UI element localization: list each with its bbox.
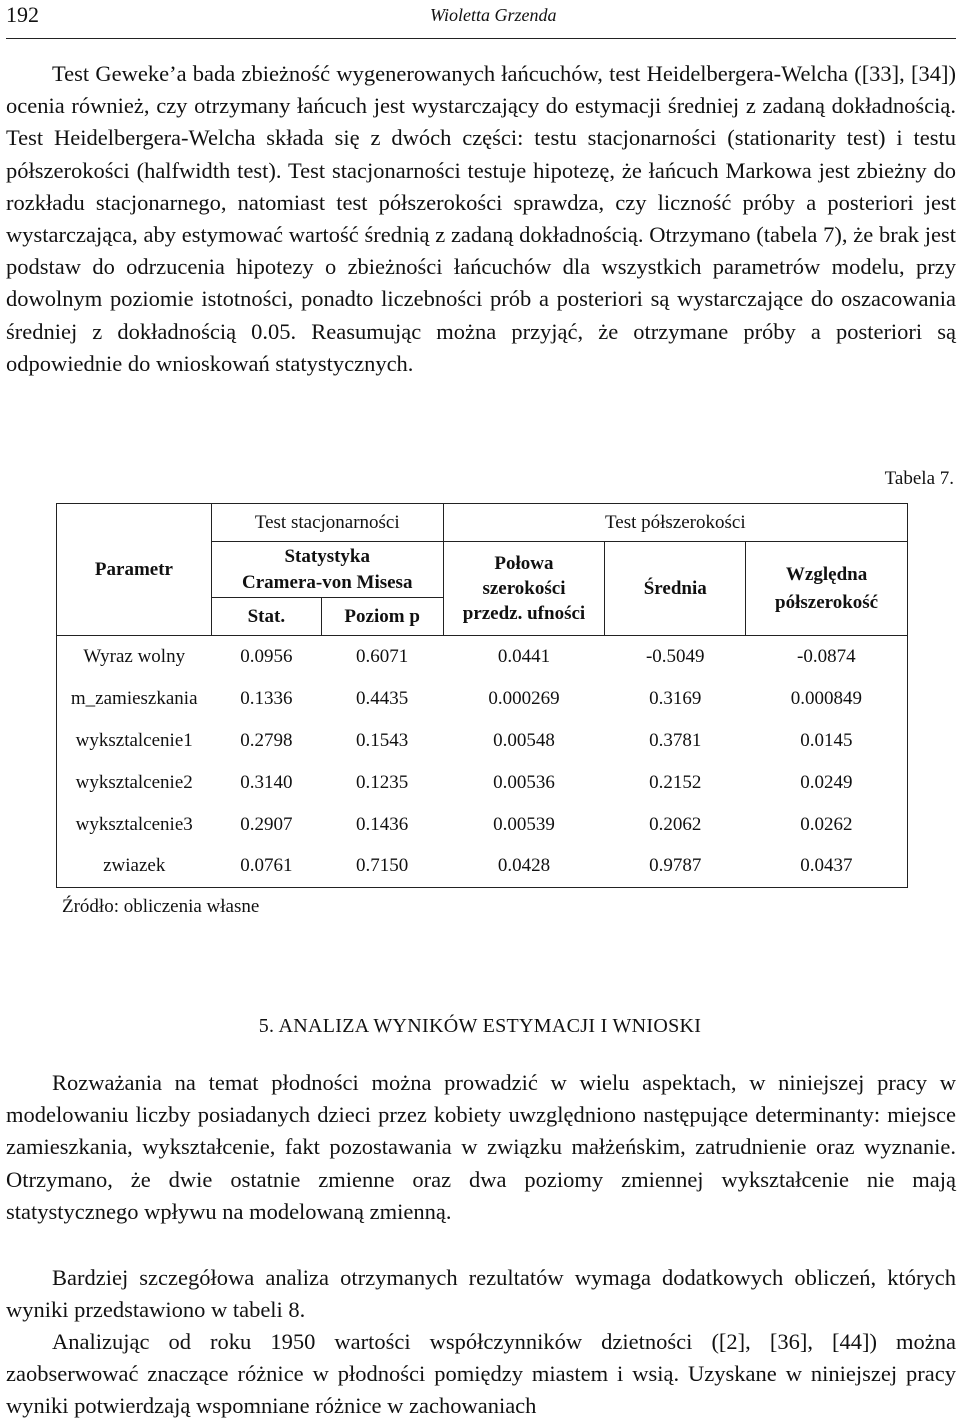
table-cell-value: -0.5049 (605, 636, 746, 678)
table-row (57, 846, 908, 888)
header-half-line3: przedz. ufności (462, 603, 586, 624)
table-cell-parameter: wyksztalcenie2 (57, 762, 212, 804)
table-cell-value: 0.0437 (746, 846, 908, 888)
header-half-line2: szerokości (482, 578, 566, 599)
table-cell-value: 0.6071 (321, 636, 443, 678)
table-cell-value: 0.0249 (746, 762, 908, 804)
table-cell-value: 0.00539 (493, 813, 555, 835)
table-cell-value: 0.0262 (746, 804, 908, 846)
table-cell-value: 0.0956 (211, 636, 321, 678)
table-cell-value: -0.0874 (746, 636, 908, 678)
table-cell-parameter: m_zamieszkania (57, 678, 212, 720)
table-body (57, 636, 908, 888)
table-row (57, 762, 908, 804)
header-stat: Stat. (211, 598, 321, 636)
table-cell-value: 0.2152 (649, 771, 702, 793)
table-row (57, 720, 908, 762)
table-row (57, 636, 908, 678)
table-cell-value: 0.000849 (746, 678, 908, 720)
table-cell-value: 0.0441 (443, 636, 605, 678)
header-p-level: Poziom p (321, 598, 443, 636)
table-cell-value: 0.1436 (356, 813, 409, 835)
header-rel-line2: półszerokość (775, 591, 879, 613)
body-paragraph-1: Test Geweke’a bada zbieżność wygenerowanych łańcuchów, test Heidelbergera-Welcha ([33], [34]) ocenia również, czy otrzymany łańcuch jest wystarczający do estymacji średniej z zadaną dokładnością. Test Heidelbergera-Welcha składa się z dwóch części: testu stacjonarności (stationarity test) i testu półszerokości (halfwidth test). Test stacjonarności testuje hipotezę, że łańcuch Markowa jest zbieżny do rozkładu stacjonarnego, natomiast test półszerokości sprawdza, czy liczność próby a posteriori jest wystarczająca, aby estymować wartość średnią z zadaną dokładnością. Otrzymano (tabela 7), że brak jest podstaw do odrzucenia hipotezy o zbieżności łańcuchów dla wszystkich parametrów modelu, przy dowolnym poziomie istotności, ponadto liczebności prób a posteriori są wystarczające do oszacowania średniej z dokładnością 0.05. Reasumując można przyjąć, że otrzymane próby a posteriori są odpowiednie do wnioskowań statystycznych. (6, 61, 956, 376)
table-cell-value: 0.9787 (605, 846, 746, 888)
section-heading: 5. ANALIZA WYNIKÓW ESTYMACJI I WNIOSKI (258, 1015, 702, 1037)
table-cell-value: 0.0761 (211, 846, 321, 888)
header-cramer-von-mises (211, 542, 443, 598)
table-cell-parameter: wyksztalcenie1 (57, 720, 212, 762)
header-rel-line1: Względna (785, 563, 868, 585)
table-cell-value: 0.2062 (649, 813, 702, 835)
table-row (57, 804, 908, 846)
table-cell-value: 0.00536 (493, 771, 555, 793)
header-mean: Średnia (605, 542, 746, 636)
header-half-width (443, 542, 605, 636)
table-cell-value: 0.1336 (240, 687, 293, 709)
header-halfwidth-test: Test półszerokości (443, 504, 907, 542)
header-cvm-line2: Cramera-von Misesa (242, 571, 413, 593)
running-header (6, 0, 956, 39)
running-author: Wioletta Grzenda (430, 5, 557, 25)
table-cell-value: 0.2907 (240, 813, 293, 835)
table-cell-value: 0.2798 (240, 729, 293, 751)
results-table (56, 503, 908, 888)
body-paragraph-4: Analizując od roku 1950 wartości współczynników dzietności ([2], [36], [44]) można zaobserwować znaczące różnice w płodności pomiędzy miastem i wsią. Uzyskane w niniejszej pracy wyniki potwierdzają wspomniane różnice w zachowaniach (6, 1329, 956, 1419)
table-caption: Tabela 7. (884, 468, 954, 489)
table-cell-value: 0.3140 (240, 771, 293, 793)
table-cell-value: 0.0145 (746, 720, 908, 762)
table-cell-value: 0.1235 (356, 771, 409, 793)
header-cvm-line1: Statystyka (284, 545, 370, 567)
table-cell-value: 0.3169 (649, 687, 702, 709)
table-row (57, 678, 908, 720)
table-cell-value: 0.4435 (356, 687, 409, 709)
header-relative-halfwidth (746, 542, 908, 636)
header-half-line1: Połowa (494, 553, 554, 574)
table-cell-value: 0.7150 (321, 846, 443, 888)
body-paragraph-3: Bardziej szczegółowa analiza otrzymanych rezultatów wymaga dodatkowych obliczeń, których wyniki przedstawiono w tabeli 8. (6, 1265, 956, 1323)
table-cell-parameter: wyksztalcenie3 (57, 804, 212, 846)
table-cell-parameter: zwiazek (57, 846, 212, 888)
table-source: Źródło: obliczenia własne (62, 896, 260, 917)
table-cell-value: 0.00548 (493, 729, 555, 751)
table-cell-value: 0.1543 (356, 729, 409, 751)
header-stationarity-test: Test stacjonarności (211, 504, 443, 542)
table-cell-value: 0.000269 (488, 687, 560, 709)
page-number: 192 (6, 2, 39, 27)
table-cell-parameter: Wyraz wolny (57, 636, 212, 678)
header-parametr: Parametr (57, 504, 212, 636)
table-cell-value: 0.3781 (649, 729, 702, 751)
body-paragraph-2: Rozważania na temat płodności można prowadzić w wielu aspektach, w niniejszej pracy w modelowaniu liczby posiadanych dzieci przez kobiety uwzględniono następujące determinanty: miejsce zamieszkania, wykształcenie, fakt pozostawania w związku małżeńskim, zatrudnienie oraz wyznanie. Otrzymano, że dwie ostatnie zmienne oraz dwa poziomy zmiennej wykształcenie nie mają statystycznego wpływu na modelowaną zmienną. (6, 1070, 956, 1224)
table-cell-value: 0.0428 (443, 846, 605, 888)
